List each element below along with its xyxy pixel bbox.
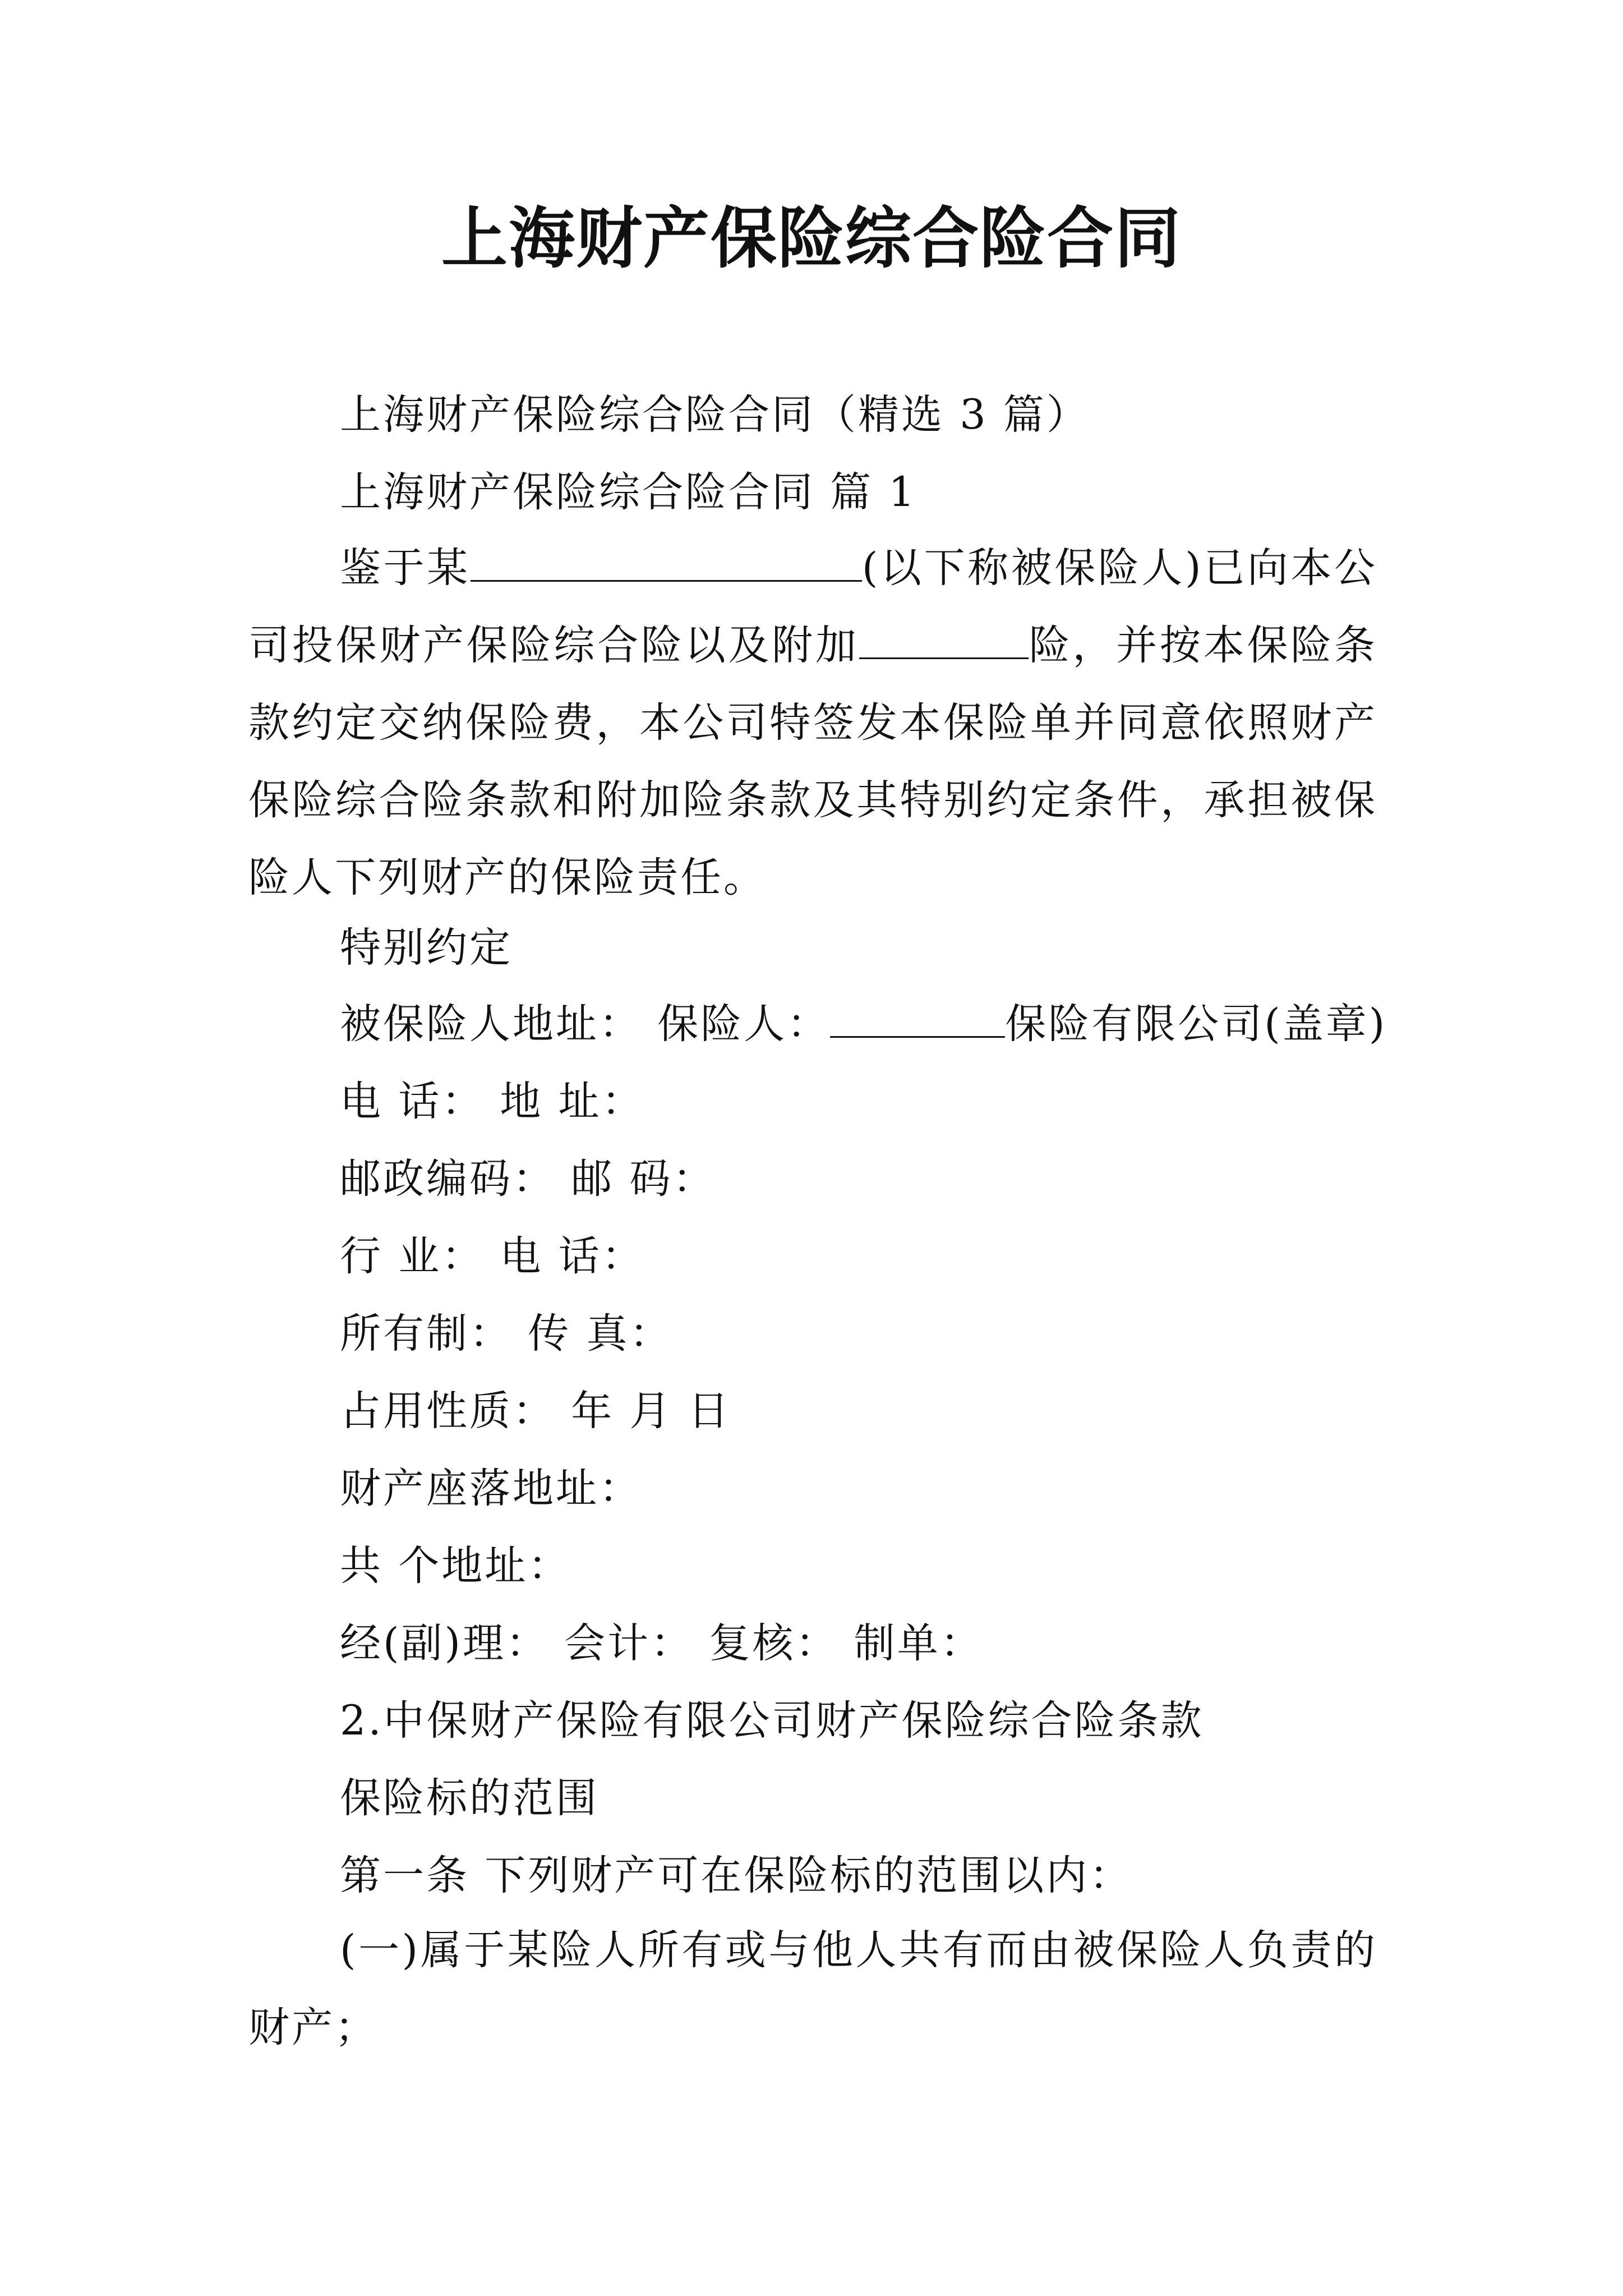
intro-text-end: 险，并按本保险条款约定交纳保险费，本公司特签发本保险单并同意依照财产保险综合险条款和附加险条款及其特别约定条件，承担被保险人下列财产的保险责任。 [248, 622, 1378, 901]
intro-paragraph [248, 530, 1377, 917]
field-signatories: 经(副)理： 会计： 复核： 制单： [340, 1619, 984, 1667]
insured-name-blank [471, 545, 862, 582]
insured-address-line [340, 996, 1387, 1052]
intro-text-start: 鉴于某 [340, 544, 471, 592]
field-address-count: 共 个地址： [340, 1542, 571, 1590]
scope-heading: 保险标的范围 [340, 1774, 599, 1822]
field-property-location: 财产座落地址： [340, 1465, 642, 1512]
intro-text-middle: (以下称被保险人)已向本公司投保财产保险综合险以及附加 [248, 544, 1377, 669]
field-industry-phone: 行 业： 电 话： [340, 1232, 645, 1280]
additional-insurance-blank [859, 623, 1029, 659]
document-title: 上海财产保险综合险合同 [441, 199, 1182, 277]
part-heading: 上海财产保险综合险合同 篇 1 [340, 468, 917, 516]
field-postcode: 邮政编码： 邮 码： [340, 1155, 716, 1203]
insured-address-label: 被保险人地址： 保险人： [340, 1000, 831, 1048]
special-terms-heading: 特别约定 [340, 924, 513, 972]
field-occupancy-date: 占用性质： 年 月 日 [340, 1387, 731, 1435]
clause-title: 2.中保财产保险有限公司财产保险综合险条款 [340, 1697, 1204, 1745]
article-one: 第一条 下列财产可在保险标的范围以内： [340, 1852, 1133, 1899]
item-one-paragraph: (一)属于某险人所有或与他人共有而由被保险人负责的财产； [248, 1926, 1377, 2051]
field-phone-address: 电 话： 地 址： [340, 1078, 645, 1125]
insurer-name-blank [830, 1001, 1005, 1038]
field-ownership-fax: 所有制： 传 真： [340, 1310, 673, 1358]
insurer-company-label: 保险有限公司(盖章) [1005, 1000, 1387, 1048]
collection-heading: 上海财产保险综合险合同（精选 3 篇） [340, 391, 1090, 439]
